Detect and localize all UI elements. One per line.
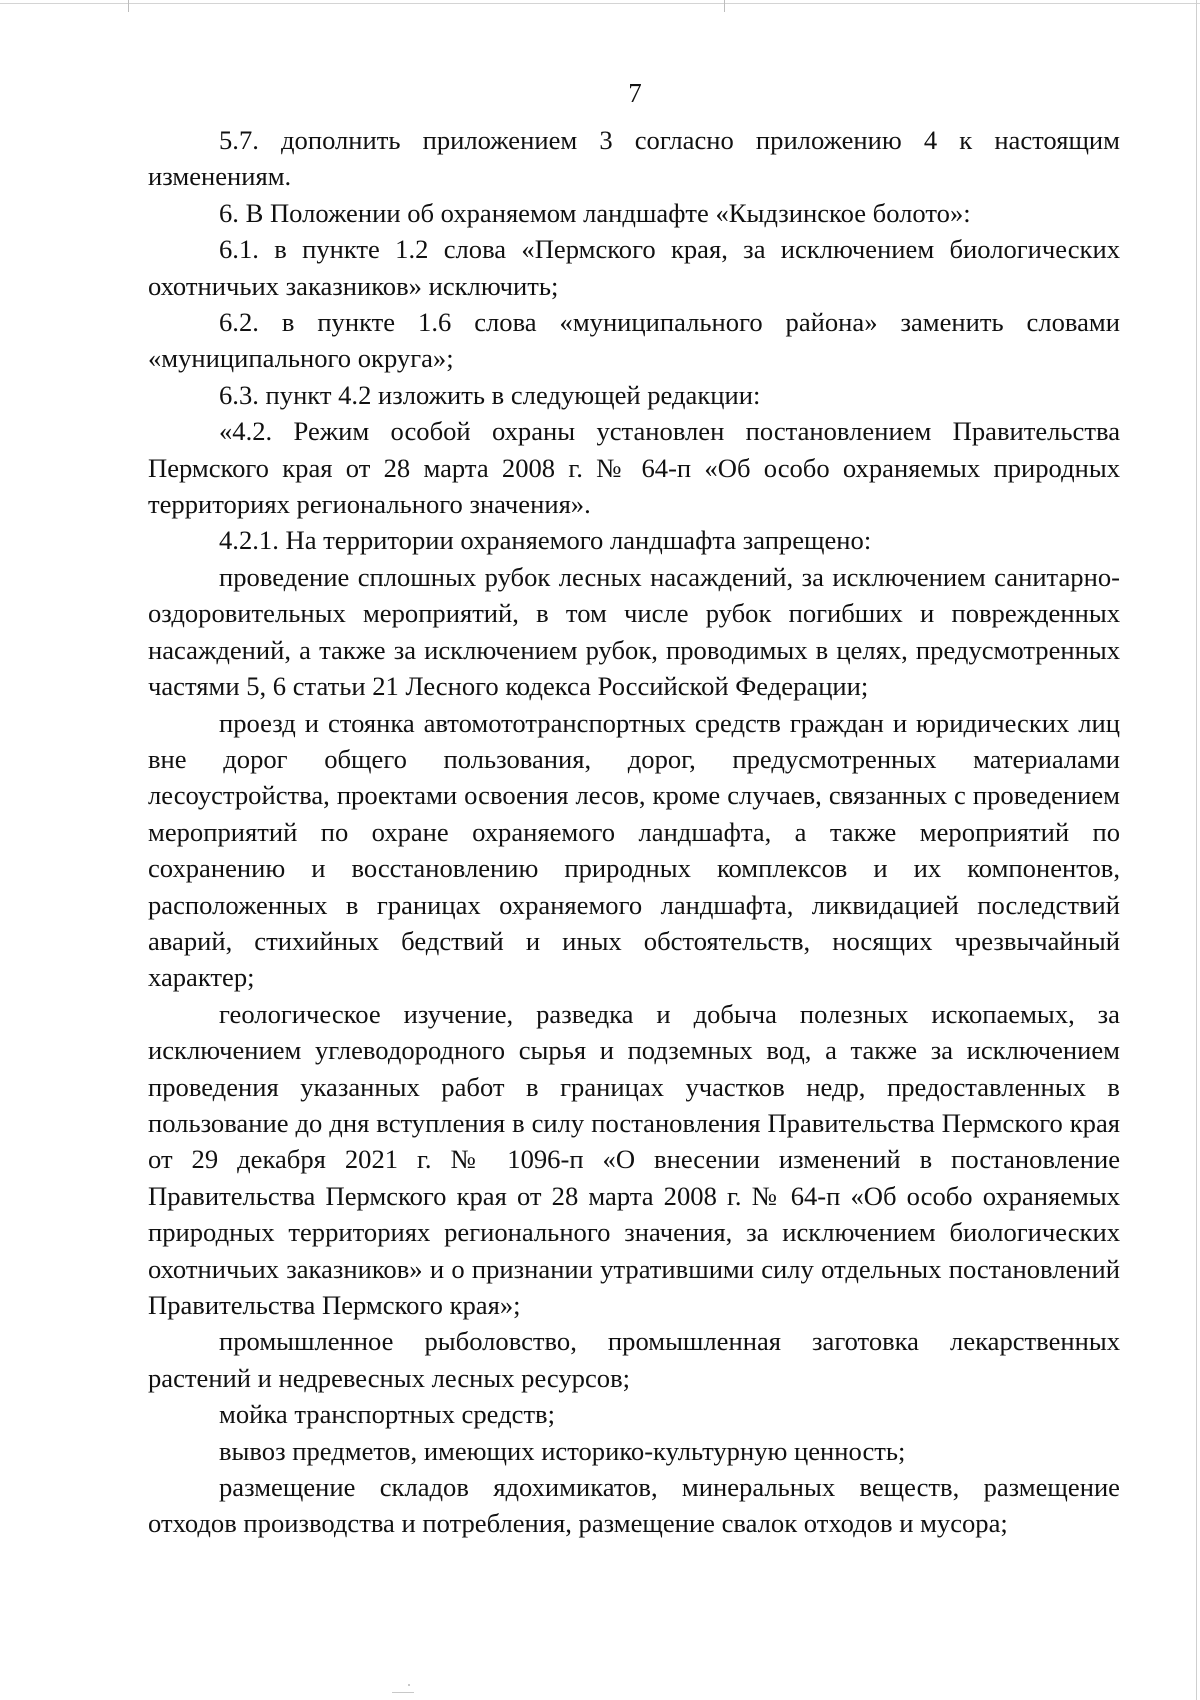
prohibition-heritage-removal: вывоз предметов, имеющих историко-культурную ценность; (219, 1435, 906, 1466)
paragraph-6-3: 6.3. пункт 4.2 изложить в следующей редакции: (219, 379, 761, 410)
paragraph-6-1: 6.1. в пункте 1.2 слова «Пермского края, за исключением биологических охотничьих заказников» исключить; (148, 234, 1120, 301)
prohibition-clear-cutting: проведение сплошных рубок лесных насаждений, за исключением санитарно-оздоровительных мероприятий, в том числе рубок погибших и поврежденных насаждений, а также за исключением рубок, проводимых в целях, предусмотренных частями 5, 6 статьи 21 Лесного кодекса Российской Федерации; (148, 561, 1120, 702)
scan-edge-right (1196, 0, 1197, 1700)
paragraph-6: 6. В Положении об охраняемом ландшафте «Кыдзинское болото»: (219, 197, 971, 228)
scan-speck (408, 1684, 410, 1686)
paragraph-4-2: «4.2. Режим особой охраны установлен постановлением Правительства Пермского края от 28 марта 2008 г. № 64-п «Об особо охраняемых природных территориях регионального значения». (148, 416, 1120, 520)
paragraph-5-7: 5.7. дополнить приложением 3 согласно приложению 4 к настоящим изменениям. (148, 125, 1120, 192)
scan-mark (724, 0, 725, 12)
scan-mark (128, 0, 129, 12)
prohibition-industrial-fishing: промышленное рыболовство, промышленная заготовка лекарственных растений и недревесных лесных ресурсов; (148, 1326, 1120, 1393)
prohibition-vehicle-traffic: проезд и стоянка автомототранспортных средств граждан и юридических лиц вне дорог общего пользования, дорог, предусмотренных материалами лесоустройства, проектами освоения лесов, кроме случаев, связанных с проведением мероприятий по охране охраняемого ландшафта, а также мероприятий по сохранению и восстановлению природных комплексов и их компонентов, расположенных в границах охраняемого ландшафта, ликвидацией последствий аварий, стихийных бедствий и иных обстоятельств, носящих чрезвычайный характер; (148, 707, 1120, 993)
prohibition-vehicle-washing: мойка транспортных средств; (219, 1399, 556, 1430)
page-number: 7 (628, 78, 642, 108)
scan-speck (392, 1692, 414, 1693)
scan-edge-top (0, 3, 1200, 4)
prohibition-geological-exploration: геологическое изучение, разведка и добыча полезных ископаемых, за исключением углеводородного сырья и подземных вод, а также за исключением проведения указанных работ в границах участков недр, предоставленных в пользование до дня вступления в силу постановления Правительства Пермского края от 29 декабря 2021 г. № 1096-п «О внесении изменений в постановление Правительства Пермского края от 28 марта 2008 г. № 64-п «Об особо охраняемых природных территориях регионального значения, за исключением биологических охотничьих заказников» и о признании утратившими силу отдельных постановлений Правительства Пермского края»; (148, 998, 1120, 1320)
prohibition-waste-storage: размещение складов ядохимикатов, минеральных веществ, размещение отходов производства и потребления, размещение свалок отходов и мусора; (148, 1472, 1120, 1539)
document-body (148, 122, 1120, 1542)
paragraph-6-2: 6.2. в пункте 1.6 слова «муниципального района» заменить словами «муниципального округа»; (148, 307, 1120, 374)
paragraph-4-2-1: 4.2.1. На территории охраняемого ландшафта запрещено: (219, 525, 872, 556)
